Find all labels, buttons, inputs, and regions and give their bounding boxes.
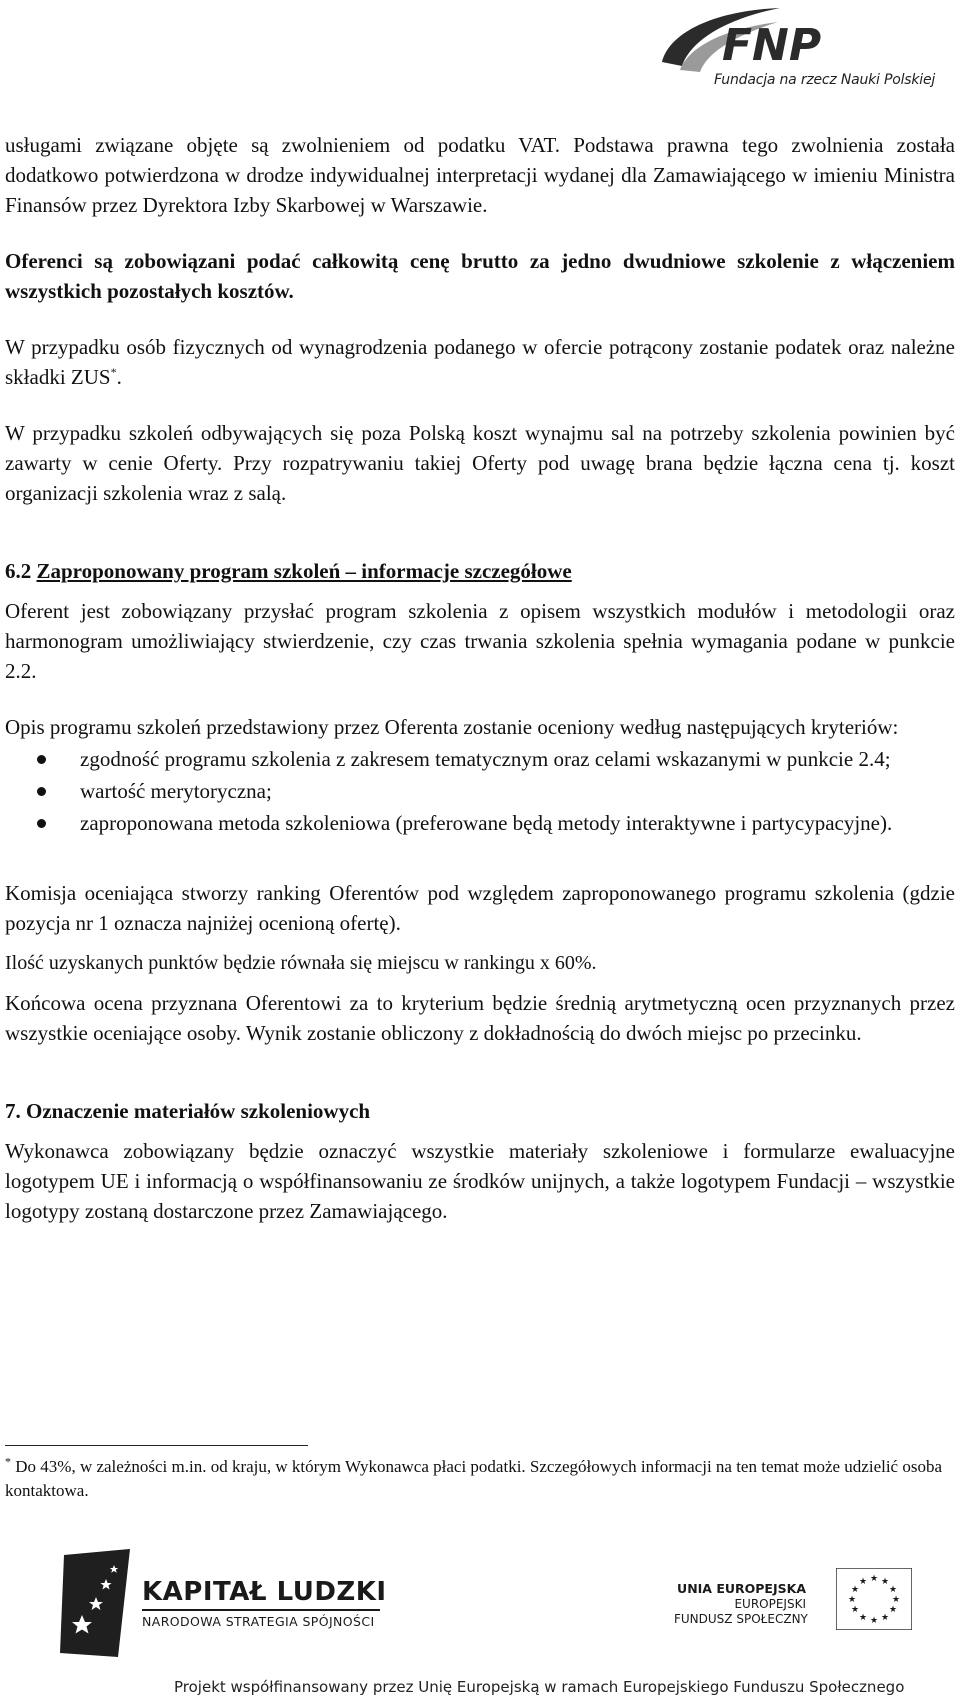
footnote-divider — [5, 1445, 308, 1446]
eu-flag-icon — [836, 1568, 912, 1630]
svg-text:★: ★ — [858, 1613, 868, 1623]
paragraph-vat: usługami związane objęte są zwolnieniem od podatku VAT. Podstawa prawna tego zwolnienia została dodatkowo potwierdzona w drodze indywidualnej interpretacji wydanej dla Zamawiającego w imieniu Ministra Finansów przez Dyrektora Izby Skarbowej w Warszawie. — [5, 133, 955, 217]
svg-text:★: ★ — [850, 1585, 860, 1595]
bullet-icon — [37, 787, 46, 796]
footnote-text: Do 43%, w zależności m.in. od kraju, w którym Wykonawca płaci podatki. Szczegółowych informacji na ten temat może udzielić osoba kontaktowa. — [5, 1457, 943, 1500]
list-item: zgodność programu szkolenia z zakresem tematycznym oraz celami wskazanymi w punkcie 2.4; — [5, 744, 955, 774]
paragraph-ranking: Komisja oceniająca stworzy ranking Oferentów pod względem zaproponowanego programu szkolenia (gdzie pozycja nr 1 oznacza najniżej ocenioną ofertę). — [5, 881, 955, 935]
section-number: 6.2 — [5, 559, 37, 583]
svg-text:★: ★ — [880, 1577, 890, 1587]
list-item: wartość merytoryczna; — [5, 776, 955, 806]
svg-text:★: ★ — [869, 1574, 879, 1584]
paragraph-zus — [5, 332, 955, 392]
criteria-list — [5, 744, 955, 838]
section-heading-6-2 — [5, 556, 955, 586]
svg-text:★: ★ — [880, 1613, 890, 1623]
svg-text:★: ★ — [891, 1595, 901, 1605]
bullet-icon — [37, 819, 46, 828]
fnp-tagline: Fundacja na rzecz Nauki Polskiej — [714, 72, 936, 88]
paragraph-points: Ilość uzyskanych punktów będzie równała się miejscu w rankingu x 60%. — [5, 952, 597, 974]
svg-text:★: ★ — [858, 1577, 868, 1587]
svg-text:★: ★ — [888, 1585, 898, 1595]
paragraph-gross-price: Oferenci są zobowiązani podać całkowitą cenę brutto za jedno dwudniowe szkolenie z włączeniem wszystkich pozostałych kosztów. — [5, 249, 955, 303]
paragraph-final-score: Końcowa ocena przyznana Oferentowi za to kryterium będzie średnią arytmetyczną ocen przyznanych przez wszystkie oceniające osoby. Wynik zostanie obliczony z dokładnością do dwóch miejsc po przecinku. — [5, 991, 955, 1045]
bullet-icon — [37, 755, 46, 764]
eu-logo-text — [674, 1580, 806, 1627]
svg-text:★: ★ — [869, 1616, 879, 1626]
paragraph-criteria-intro: Opis programu szkoleń przedstawiony przez Oferenta zostanie oceniony według następujących kryteriów: — [5, 715, 899, 739]
kapital-ludzki-divider — [142, 1609, 380, 1611]
footnote — [5, 1455, 955, 1503]
eu-fund-line2: FUNDUSZ SPOŁECZNY — [674, 1612, 808, 1626]
paragraph-program: Oferent jest zobowiązany przysłać program szkolenia z opisem wszystkich modułów i metodologii oraz harmonogram umożliwiający stwierdzenie, czy czas trwania szkolenia spełnia wymagania podane w punkcie 2.2. — [5, 599, 955, 683]
footnote-mark: * — [5, 1454, 11, 1469]
svg-text:★: ★ — [888, 1605, 898, 1615]
kapital-ludzki-subtitle: NARODOWA STRATEGIA SPÓJNOŚCI — [142, 1614, 375, 1629]
paragraph-abroad: W przypadku szkoleń odbywających się poza Polską koszt wynajmu sal na potrzeby szkolenia powinien być zawarty w cenie Oferty. Przy rozpatrywaniu takiej Oferty pod uwagę brana będzie łączna cena tj. koszt organizacji szkolenia wraz z salą. — [5, 421, 955, 505]
eu-name: UNIA EUROPEJSKA — [677, 1581, 806, 1596]
paragraph-zus-text: W przypadku osób fizycznych od wynagrodzenia podanego w ofercie potrącony zostanie podatek oraz należne składki ZUS — [5, 335, 955, 389]
svg-text:★: ★ — [847, 1595, 857, 1605]
section-heading-7: 7. Oznaczenie materiałów szkoleniowych — [5, 1099, 371, 1123]
paragraph-materials: Wykonawca zobowiązany będzie oznaczyć wszystkie materiały szkoleniowe i formularze ewaluacyjne logotypem UE i informacją o współfinansowaniu ze środków unijnych, a także logotypem Fundacji – wszystkie logotypy zostaną dostarczone przez Zamawiającego. — [5, 1139, 955, 1223]
paragraph-zus-end: . — [116, 365, 122, 389]
cofinancing-note: Projekt współfinansowany przez Unię Europejską w ramach Europejskiego Funduszu Społecznego — [174, 1678, 905, 1696]
footnote-ref-mark: * — [110, 365, 117, 379]
svg-text:★: ★ — [850, 1605, 860, 1615]
list-item: zaproponowana metoda szkoleniowa (preferowane będą metody interaktywne i partycypacyjne). — [5, 808, 955, 838]
kapital-ludzki-title: KAPITAŁ LUDZKI — [142, 1577, 387, 1607]
fnp-logo-text: FNP — [722, 20, 822, 71]
eu-fund-line1: EUROPEJSKI — [734, 1597, 806, 1611]
section-title: Zaproponowany program szkoleń – informacje szczegółowe — [36, 559, 572, 583]
document-body — [5, 130, 955, 1226]
